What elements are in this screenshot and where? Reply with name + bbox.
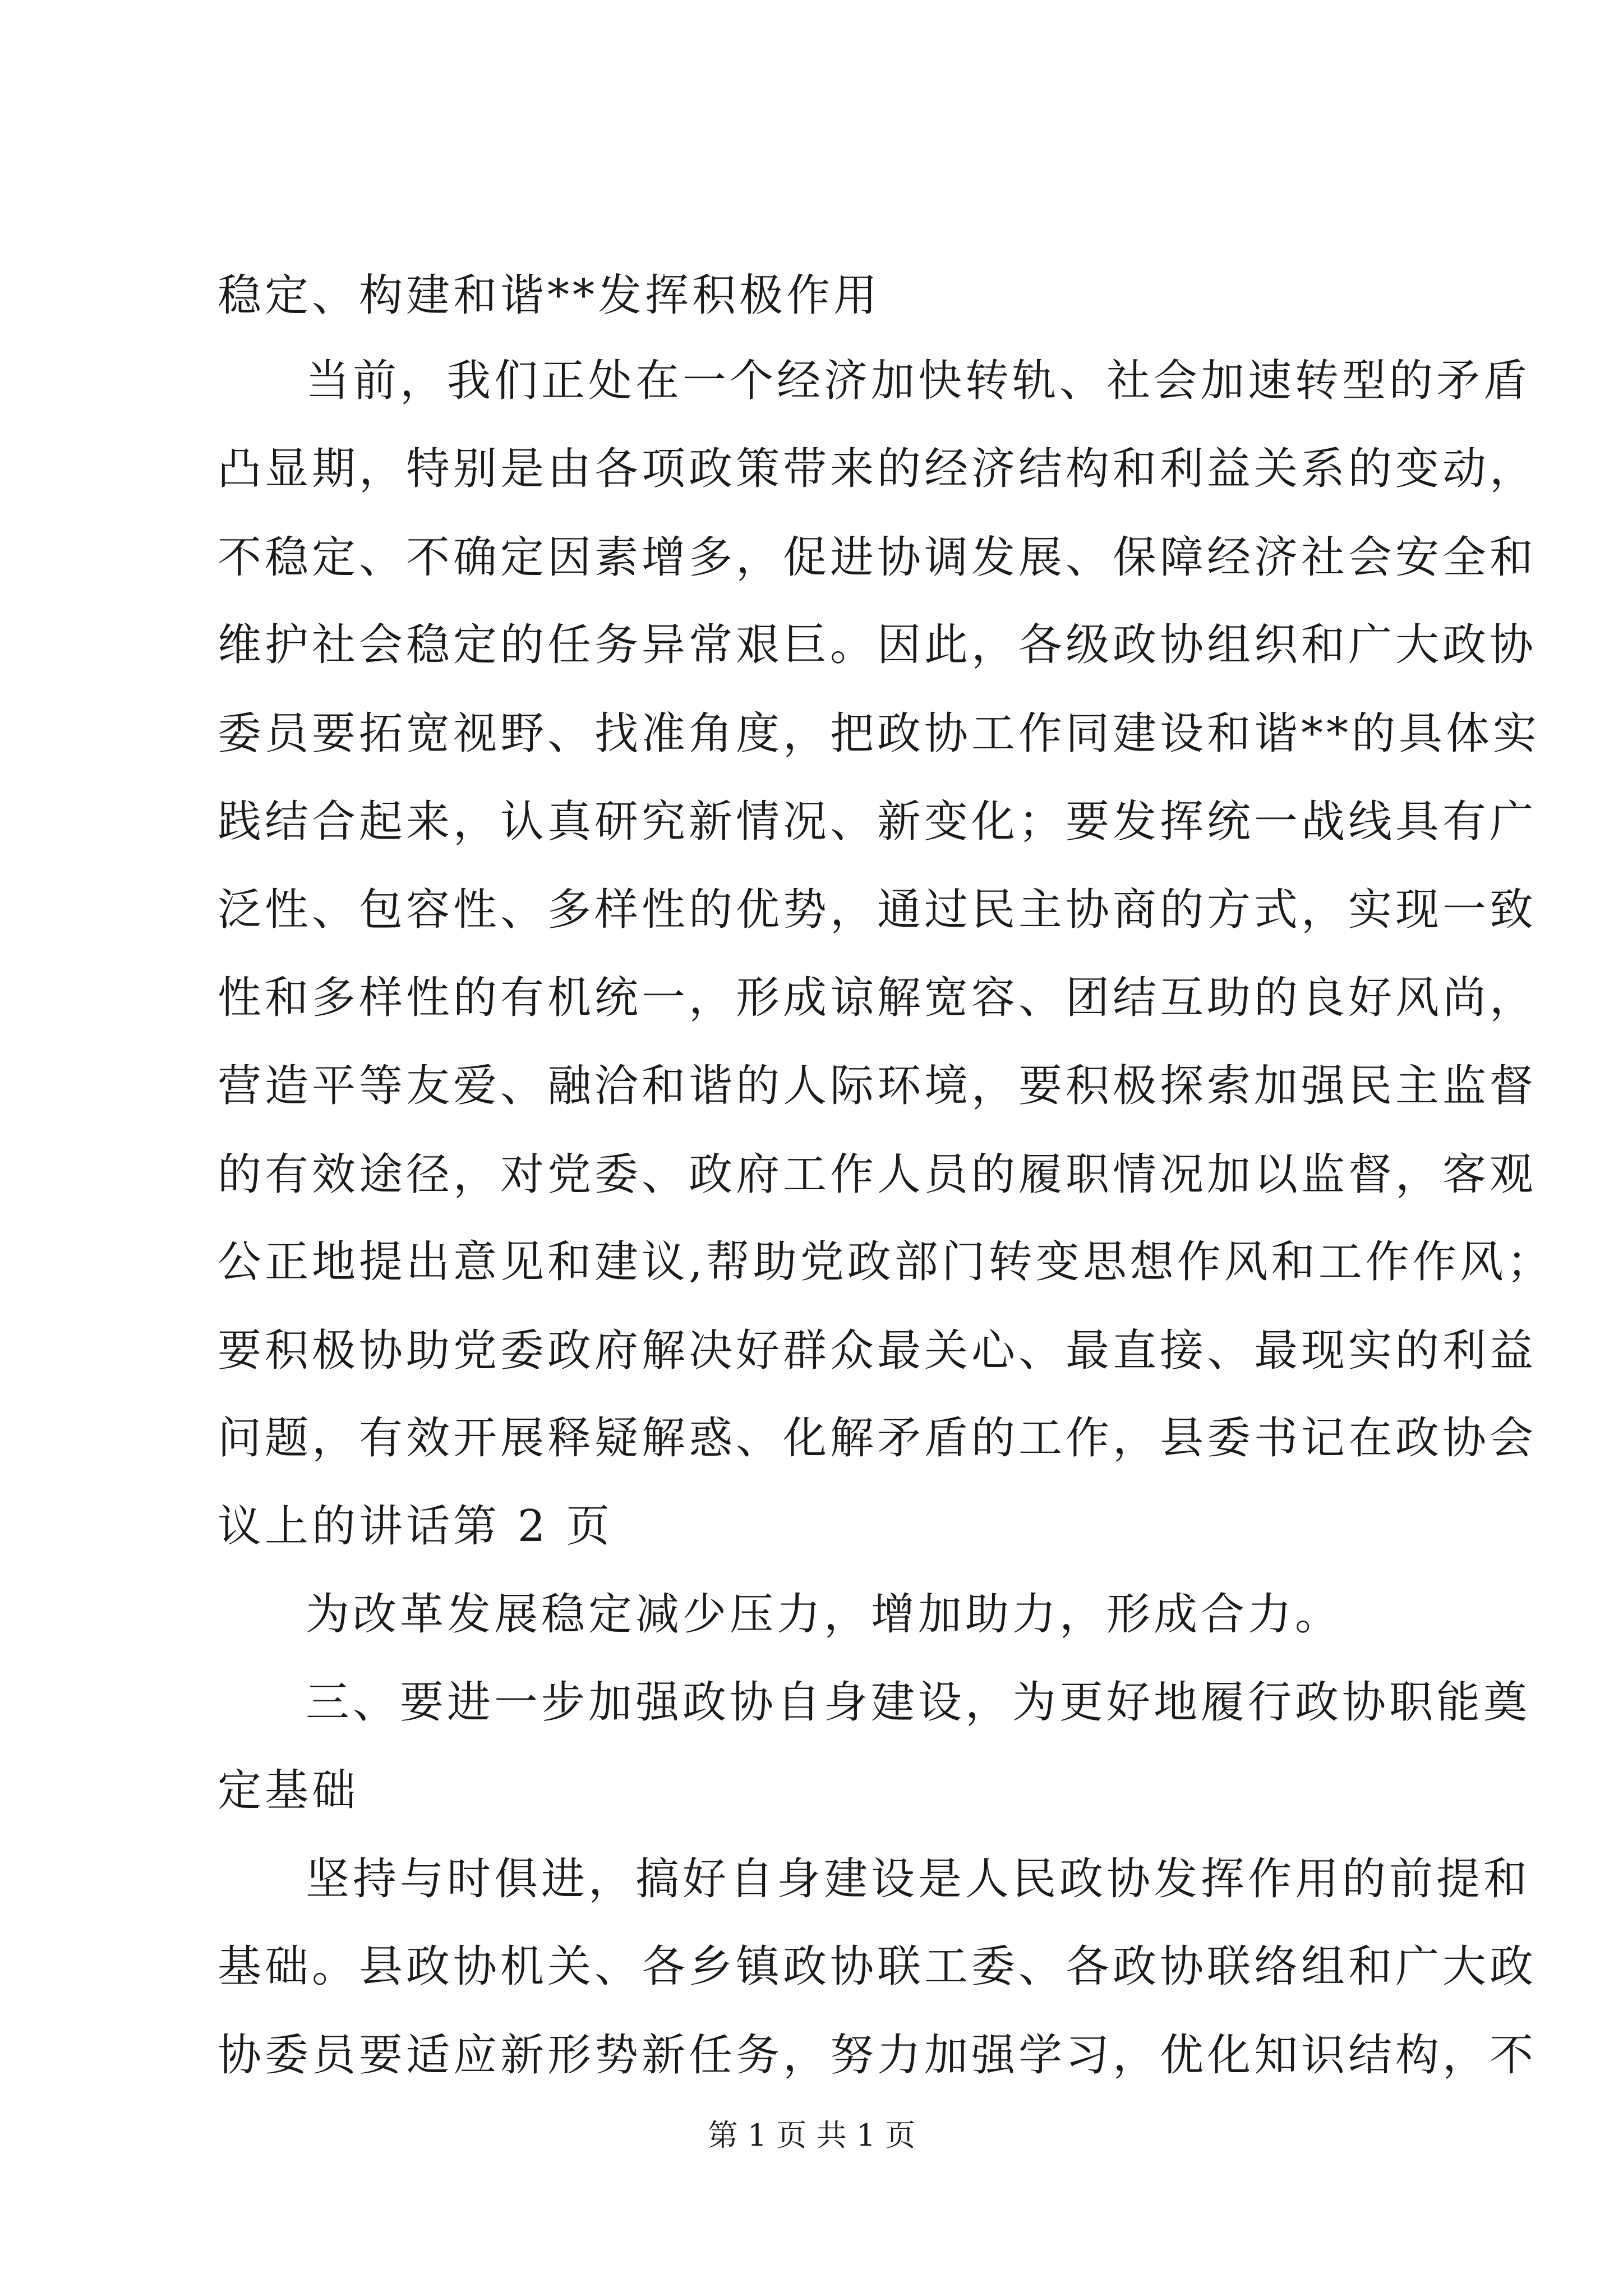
text-line: 要积极协助党委政府解决好群众最关心、最直接、最现实的利益: [218, 1326, 1537, 1376]
text-line: 基础。县政协机关、各乡镇政协联工委、各政协联络组和广大政: [218, 1941, 1537, 1992]
text-line: 稳定、构建和谐**发挥积极作用: [218, 270, 881, 321]
text-line: 性和多样性的有机统一，形成谅解宽容、团结互助的良好风尚，: [218, 973, 1537, 1023]
text-line: 当前，我们正处在一个经济加快转轨、社会加速转型的矛盾: [306, 356, 1531, 406]
text-line: 营造平等友爱、融洽和谐的人际环境，要积极探索加强民主监督: [218, 1061, 1537, 1111]
text-line: 的有效途径，对党委、政府工作人员的履职情况加以监督，客观: [218, 1149, 1537, 1200]
text-line: 议上的讲话第 2 页: [218, 1501, 614, 1552]
page-footer: 第 1 页 共 1 页: [707, 2118, 916, 2153]
section-heading: 定基础: [218, 1765, 359, 1816]
text-line: 不稳定、不确定因素增多，促进协调发展、保障经济社会安全和: [218, 532, 1537, 583]
text-line: 泛性、包容性、多样性的优势，通过民主协商的方式，实现一致: [218, 885, 1537, 935]
text-line: 公正地提出意见和建议,帮助党政部门转变思想作风和工作作风；: [218, 1237, 1554, 1287]
text-line: 协委员要适应新形势新任务，努力加强学习，优化知识结构，不: [218, 2030, 1537, 2081]
text-line: 委员要拓宽视野、找准角度，把政协工作同建设和谐**的具体实: [218, 708, 1541, 759]
text-line: 凸显期，特别是由各项政策带来的经济结构和利益关系的变动，: [218, 444, 1537, 494]
text-line: 维护社会稳定的任务异常艰巨。因此，各级政协组织和广大政协: [218, 620, 1537, 670]
text-line: 坚持与时俱进，搞好自身建设是人民政协发挥作用的前提和: [306, 1854, 1531, 1904]
text-line: 践结合起来，认真研究新情况、新变化；要发挥统一战线具有广: [218, 797, 1537, 847]
section-heading: 三、要进一步加强政协自身建设，为更好地履行政协职能奠: [306, 1677, 1531, 1728]
text-line: 为改革发展稳定减少压力，增加助力，形成合力。: [306, 1589, 1343, 1640]
text-line: 问题，有效开展释疑解惑、化解矛盾的工作，县委书记在政协会: [218, 1413, 1537, 1464]
